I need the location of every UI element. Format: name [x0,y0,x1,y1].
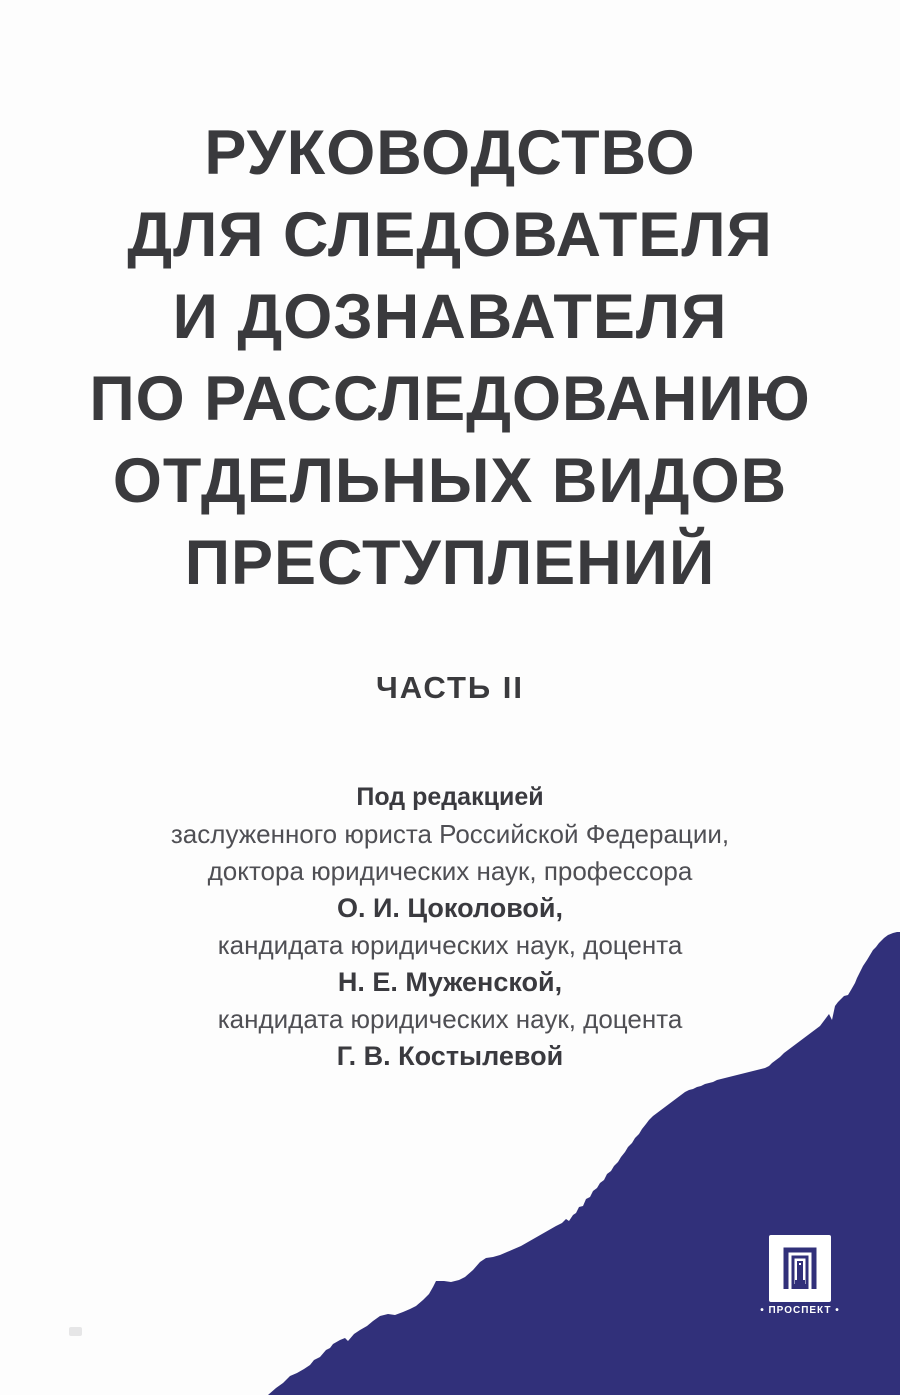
scan-artifact [69,1327,82,1336]
editor-name: Г. В. Костылевой [336,1041,564,1071]
title-line-4: ПО РАССЛЕДОВАНИЮ [89,364,811,434]
publisher-logo [755,1235,845,1316]
prospekt-gate-icon [769,1235,831,1302]
title-line-1: РУКОВОДСТВО [204,118,696,188]
editor-name: Н. Е. Муженской, [337,967,563,997]
publisher-name-label: • ПРОСПЕКТ • [760,1305,840,1316]
editor-credential: доктора юридических наук, профессора [207,856,693,886]
title-line-3: И ДОЗНАВАТЕЛЯ [172,282,728,352]
title-line-5: ОТДЕЛЬНЫХ ВИДОВ [112,446,788,516]
editor-credential: кандидата юридических наук, доцента [217,1004,683,1034]
editors-block [0,779,900,1075]
title-line-6: ПРЕСТУПЛЕНИЙ [184,528,716,598]
edited-by-heading: Под редакцией [356,783,544,811]
book-title [0,112,900,604]
editor-credential: заслуженного юриста Российской Федерации, [170,819,730,849]
title-line-2: ДЛЯ СЛЕДОВАТЕЛЯ [127,200,773,270]
editor-credential: кандидата юридических наук, доцента [217,930,683,960]
editor-name: О. И. Цоколовой, [336,893,564,923]
part-label: ЧАСТЬ II [375,670,525,705]
